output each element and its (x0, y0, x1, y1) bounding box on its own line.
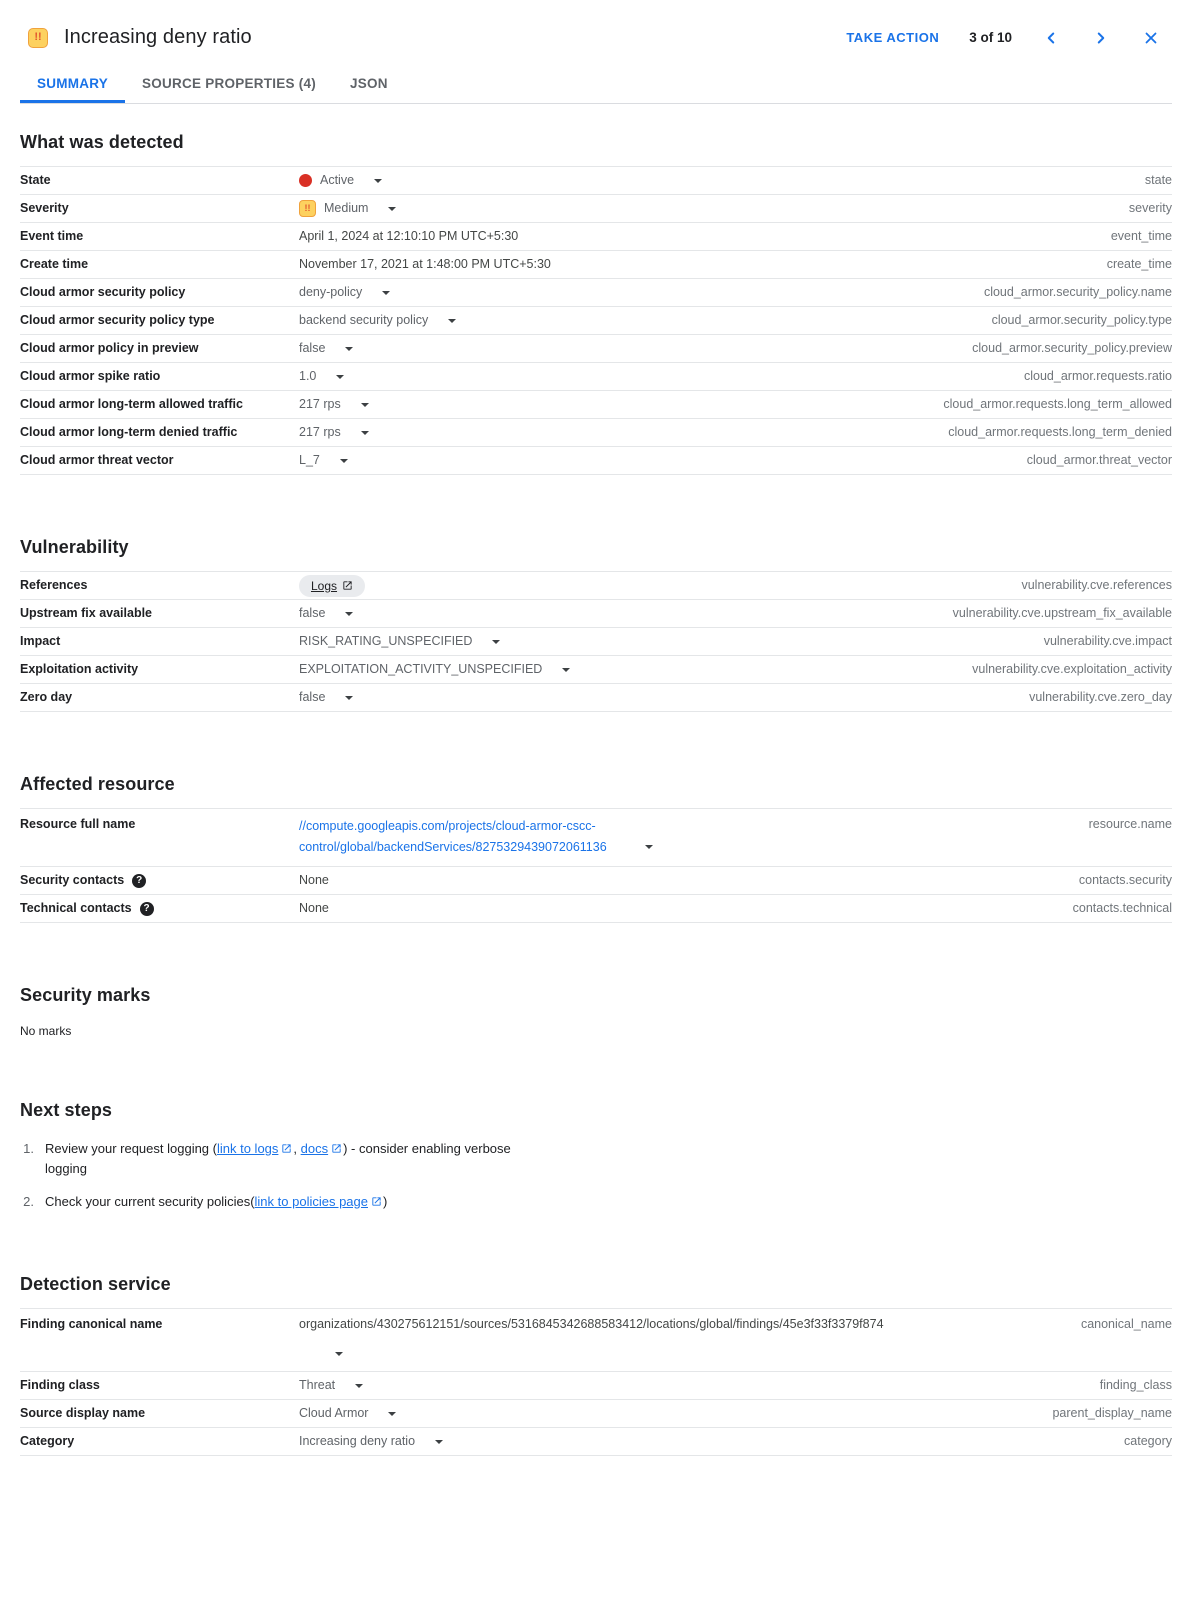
row-label-text: Cloud armor long-term allowed traffic (20, 397, 243, 411)
row-label (20, 1405, 299, 1422)
row-value (299, 284, 984, 301)
field-name: vulnerability.cve.impact (1043, 634, 1172, 648)
detail-row (20, 895, 1172, 923)
detail-row (20, 307, 1172, 335)
row-label (20, 340, 299, 357)
row-value-text: 1.0 (299, 369, 317, 383)
row-label (20, 577, 299, 594)
row-label-text: Create time (20, 257, 89, 271)
row-value-text: deny-policy (299, 285, 363, 299)
field-name: cloud_armor.security_policy.type (991, 313, 1172, 327)
next-steps-list (20, 1139, 1172, 1212)
row-value (299, 396, 943, 413)
dropdown-arrow-icon[interactable] (388, 1412, 396, 1416)
detail-row (20, 600, 1172, 628)
row-label-text: Cloud armor policy in preview (20, 341, 199, 355)
detail-row (20, 223, 1172, 251)
step-text-part: Check your current security policies( (45, 1194, 255, 1209)
row-label (20, 1316, 299, 1333)
row-value (299, 689, 1029, 706)
row-value (299, 872, 1079, 889)
detail-row (20, 279, 1172, 307)
chevron-right-icon[interactable] (1092, 29, 1110, 47)
row-label-text: Severity (20, 201, 69, 215)
detail-row (20, 809, 1172, 867)
external-link-icon (331, 1143, 342, 1154)
detail-row (20, 419, 1172, 447)
row-value (299, 575, 1021, 597)
row-label-text: Cloud armor security policy (20, 285, 186, 299)
detail-row (20, 335, 1172, 363)
external-link-icon (342, 580, 353, 591)
row-label (20, 256, 299, 273)
row-label-text: Category (20, 1434, 75, 1448)
dropdown-arrow-icon[interactable] (345, 612, 353, 616)
tab-summary[interactable]: SUMMARY (20, 65, 125, 103)
row-value-text: backend security policy (299, 313, 429, 327)
row-label (20, 689, 299, 706)
row-value-text: Cloud Armor (299, 1406, 369, 1420)
detail-row (20, 1428, 1172, 1456)
field-name: cloud_armor.security_policy.name (983, 285, 1172, 299)
row-value-text: None (299, 901, 329, 915)
dropdown-arrow-icon[interactable] (355, 1384, 363, 1388)
row-label-text: Technical contacts (20, 901, 132, 915)
detail-row (20, 867, 1172, 895)
field-name: cloud_armor.requests.ratio (1024, 369, 1172, 383)
detail-row (20, 656, 1172, 684)
pagination-counter: 3 of 10 (969, 30, 1012, 45)
section-affected-resource (20, 774, 1172, 923)
detail-row (20, 447, 1172, 475)
detail-row (20, 195, 1172, 223)
step-text (45, 1139, 513, 1179)
row-value (299, 900, 1073, 917)
severity-medium-icon (299, 200, 316, 217)
row-label-text: Cloud armor threat vector (20, 453, 174, 467)
step-number: 2. (23, 1194, 34, 1209)
row-label (20, 424, 299, 441)
pagination-controls (1042, 29, 1160, 47)
dropdown-arrow-icon[interactable] (361, 403, 369, 407)
detail-row (20, 251, 1172, 279)
dropdown-arrow-icon[interactable] (645, 845, 653, 849)
field-name: finding_class (1099, 1378, 1172, 1392)
dropdown-arrow-icon[interactable] (448, 319, 456, 323)
row-label (20, 200, 299, 217)
row-label-text: Event time (20, 229, 84, 243)
close-icon[interactable] (1142, 29, 1160, 47)
external-link-icon (371, 1196, 382, 1207)
dropdown-arrow-icon[interactable] (361, 431, 369, 435)
active-state-icon (299, 174, 312, 187)
tab-json[interactable]: JSON (350, 76, 388, 91)
row-label (20, 452, 299, 469)
detail-row (20, 684, 1172, 712)
row-value (299, 312, 992, 329)
detail-row (20, 1372, 1172, 1400)
row-label (20, 284, 299, 301)
row-value-text: L_7 (299, 453, 320, 467)
next-step-item (20, 1139, 1172, 1179)
step-text-part: Review your request logging ( (45, 1141, 217, 1156)
row-label-text: Cloud armor long-term denied traffic (20, 425, 238, 439)
tab-source-properties[interactable]: SOURCE PROPERTIES (4) (142, 76, 317, 91)
row-label-text: Finding canonical name (20, 1317, 163, 1331)
dropdown-arrow-icon[interactable] (562, 668, 570, 672)
next-step-item (20, 1192, 1172, 1212)
help-icon[interactable]: ? (132, 874, 146, 888)
step-link[interactable]: link to policies page (254, 1194, 368, 1209)
row-label-text: State (20, 173, 51, 187)
field-name: cloud_armor.security_policy.preview (972, 341, 1172, 355)
dropdown-arrow-icon[interactable] (374, 179, 382, 183)
row-value (299, 816, 1089, 858)
row-label (20, 1377, 299, 1394)
dropdown-arrow-icon[interactable] (340, 459, 348, 463)
row-label-text: Finding class (20, 1378, 100, 1392)
take-action-button[interactable]: TAKE ACTION (846, 30, 940, 45)
section-what-was-detected (20, 132, 1172, 475)
logs-link-chip[interactable] (299, 575, 365, 597)
row-label (20, 633, 299, 650)
step-text-part: ) (383, 1194, 388, 1209)
field-name: contacts.technical (1072, 901, 1172, 915)
row-label-text: Upstream fix available (20, 606, 153, 620)
dropdown-arrow-icon[interactable] (335, 1352, 343, 1356)
section-title: Affected resource (20, 774, 175, 794)
field-name: vulnerability.cve.zero_day (1029, 690, 1172, 704)
dropdown-arrow-icon[interactable] (336, 375, 344, 379)
row-label-text: Zero day (20, 690, 73, 704)
row-label (20, 872, 299, 889)
row-label-text: Impact (20, 634, 61, 648)
section-vulnerability (20, 537, 1172, 712)
no-marks-text: No marks (20, 1024, 72, 1038)
detail-row (20, 572, 1172, 600)
section-title: What was detected (20, 132, 184, 152)
external-link-icon (281, 1143, 292, 1154)
row-value (299, 424, 948, 441)
row-label (20, 900, 299, 917)
row-value-text: 217 rps (299, 397, 341, 411)
field-name: vulnerability.cve.references (1021, 578, 1172, 592)
dropdown-arrow-icon[interactable] (345, 347, 353, 351)
step-number: 1. (23, 1141, 34, 1156)
row-label-text: Resource full name (20, 817, 136, 831)
step-text-part: ) - consider enabling verbose logging (45, 1141, 511, 1176)
row-label (20, 172, 299, 189)
row-label-text: Security contacts (20, 873, 125, 887)
field-name: create_time (1106, 257, 1172, 271)
page-title: Increasing deny ratio (64, 26, 252, 48)
section-title: Detection service (20, 1274, 171, 1294)
detail-row (20, 391, 1172, 419)
row-value (299, 1377, 1100, 1394)
row-value-text: false (299, 606, 326, 620)
row-value-text: false (299, 341, 326, 355)
chevron-left-icon[interactable] (1042, 29, 1060, 47)
detail-row (20, 1400, 1172, 1428)
field-name: cloud_armor.threat_vector (1026, 453, 1172, 467)
row-value-text: 217 rps (299, 425, 341, 439)
dropdown-arrow-icon[interactable] (435, 1440, 443, 1444)
step-text-part: , (293, 1141, 301, 1156)
row-value (299, 340, 972, 357)
step-link[interactable]: link to logs (216, 1141, 279, 1156)
row-label (20, 605, 299, 622)
detail-row (20, 628, 1172, 656)
row-value-text: April 1, 2024 at 12:10:10 PM UTC+5:30 (299, 229, 519, 243)
row-label (20, 368, 299, 385)
row-label (20, 396, 299, 413)
field-name: contacts.security (1078, 873, 1172, 887)
section-detection-service (20, 1274, 1172, 1456)
row-value-text: Active (320, 173, 355, 187)
section-title: Security marks (20, 985, 151, 1005)
section-title: Next steps (20, 1100, 113, 1120)
row-value-text: RISK_RATING_UNSPECIFIED (299, 634, 473, 648)
field-name: parent_display_name (1052, 1406, 1172, 1420)
dropdown-arrow-icon[interactable] (492, 640, 500, 644)
row-value-text: Medium (324, 201, 369, 215)
header-actions (846, 29, 1160, 47)
row-value (299, 368, 1024, 385)
row-label-text: Cloud armor security policy type (20, 313, 215, 327)
row-value-text: false (299, 690, 326, 704)
detail-row (20, 167, 1172, 195)
row-label (20, 816, 299, 833)
dropdown-arrow-icon[interactable] (382, 291, 390, 295)
row-value (299, 200, 1129, 217)
row-value-text: organizations/430275612151/sources/5316845342688583412/locations/global/findings/45e3f33f3379f874 (299, 1317, 884, 1331)
row-value (299, 605, 953, 622)
field-name: resource.name (1088, 817, 1172, 831)
row-label-text: Source display name (20, 1406, 146, 1420)
row-value (299, 1316, 1081, 1363)
row-label (20, 1433, 299, 1450)
row-value (299, 256, 1107, 273)
row-value (299, 633, 1044, 650)
finding-header (20, 0, 1172, 65)
row-label (20, 312, 299, 329)
row-value (299, 1433, 1124, 1450)
field-name: vulnerability.cve.upstream_fix_available (952, 606, 1172, 620)
row-value-text: None (299, 873, 329, 887)
dropdown-arrow-icon[interactable] (345, 696, 353, 700)
tab-bar (20, 65, 1172, 104)
help-icon[interactable]: ? (140, 902, 154, 916)
field-name: state (1144, 173, 1172, 187)
section-title: Vulnerability (20, 537, 129, 557)
row-value-text: Increasing deny ratio (299, 1434, 416, 1448)
row-value-text: Threat (299, 1378, 336, 1392)
row-value (299, 661, 972, 678)
row-value (299, 172, 1145, 189)
row-value-text: November 17, 2021 at 1:48:00 PM UTC+5:30 (299, 257, 551, 271)
field-name: event_time (1110, 229, 1172, 243)
row-label (20, 228, 299, 245)
step-text (45, 1192, 387, 1212)
section-security-marks (20, 985, 1172, 1038)
row-label (20, 661, 299, 678)
field-name: severity (1128, 201, 1172, 215)
resource-link[interactable]: //compute.googleapis.com/projects/cloud-armor-cscc-control/global/backendServices/8275329439072061136 (299, 819, 607, 854)
field-name: category (1124, 1434, 1172, 1448)
dropdown-arrow-icon[interactable] (388, 207, 396, 211)
row-label-text: References (20, 578, 88, 592)
row-label-text: Exploitation activity (20, 662, 139, 676)
row-label-text: Cloud armor spike ratio (20, 369, 161, 383)
logs-link-label: Logs (311, 578, 338, 593)
field-name: cloud_armor.requests.long_term_allowed (943, 397, 1172, 411)
section-next-steps (20, 1100, 1172, 1212)
detail-row (20, 363, 1172, 391)
row-value (299, 452, 1027, 469)
row-value-text: EXPLOITATION_ACTIVITY_UNSPECIFIED (299, 662, 543, 676)
detail-row (20, 1309, 1172, 1372)
row-value (299, 228, 1111, 245)
field-name: cloud_armor.requests.long_term_denied (948, 425, 1172, 439)
field-name: canonical_name (1080, 1317, 1172, 1331)
field-name: vulnerability.cve.exploitation_activity (972, 662, 1172, 676)
severity-medium-icon (28, 28, 48, 48)
step-link[interactable]: docs (300, 1141, 329, 1156)
sections-container (20, 132, 1172, 1456)
row-value (299, 1405, 1052, 1422)
